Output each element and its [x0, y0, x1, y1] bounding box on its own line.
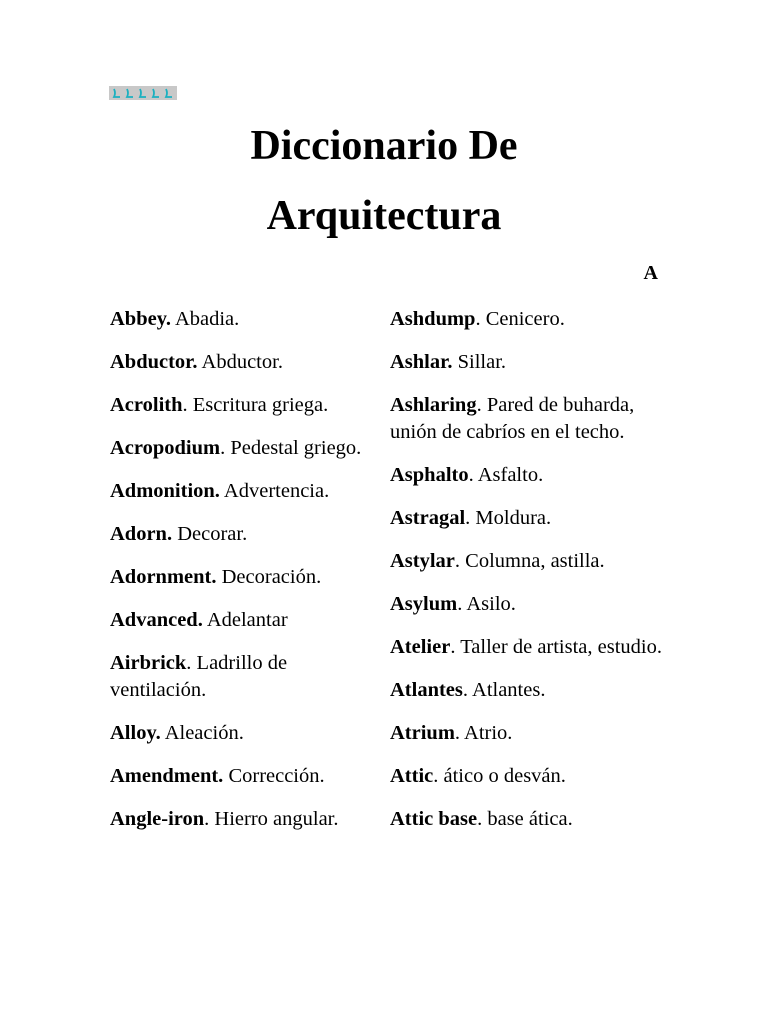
dictionary-entry	[110, 806, 385, 833]
entry-definition: Corrección.	[223, 765, 325, 787]
dictionary-entry	[390, 806, 665, 833]
bullet-glyph-icon	[137, 87, 149, 99]
bullet-glyph-icon	[111, 87, 123, 99]
dictionary-entry	[390, 306, 665, 333]
section-letter: A	[643, 262, 658, 284]
entry-definition: . Atlantes.	[462, 679, 546, 701]
entry-definition: . Atrio.	[454, 722, 513, 744]
entry-definition: . Columna, astilla.	[454, 550, 605, 572]
entry-definition: Decoración.	[216, 566, 322, 588]
entry-term: Asylum	[390, 593, 458, 615]
dictionary-entry	[390, 720, 665, 747]
dictionary-entry	[390, 462, 665, 489]
entry-term: Adornment.	[110, 566, 217, 588]
entry-definition: . Pedestal griego.	[220, 437, 362, 459]
dictionary-entry	[110, 720, 385, 747]
entry-term: Astylar	[390, 550, 455, 572]
entry-term: Admonition.	[110, 480, 220, 502]
entry-definition: . Hierro angular.	[204, 808, 339, 830]
entry-definition: Sillar.	[452, 351, 507, 373]
dictionary-entry	[390, 763, 665, 790]
entry-definition: . Escritura griega.	[182, 394, 329, 416]
dictionary-entry	[110, 349, 385, 376]
entry-definition: . Asilo.	[457, 593, 516, 615]
entry-definition: Abadia.	[170, 308, 240, 330]
bullet-glyph-icon	[150, 87, 162, 99]
entry-definition: . Ladrillo de ventilación.	[110, 652, 288, 701]
entry-term: Acrolith	[110, 394, 183, 416]
entry-definition: . ático o desván.	[433, 765, 566, 787]
entry-term: Acropodium	[110, 437, 221, 459]
entry-definition: Adelantar	[202, 609, 288, 631]
entry-definition: . Cenicero.	[475, 308, 565, 330]
entry-term: Alloy.	[110, 722, 161, 744]
entry-term: Attic	[390, 765, 434, 787]
entry-definition: Decorar.	[172, 523, 248, 545]
entry-term: Airbrick	[110, 652, 187, 674]
dictionary-entry	[110, 435, 385, 462]
entry-definition: . base ática.	[477, 808, 573, 830]
entry-term: Abbey.	[110, 308, 171, 330]
entry-term: Amendment.	[110, 765, 224, 787]
dictionary-entry	[110, 564, 385, 591]
dictionary-entry	[110, 650, 385, 704]
entry-definition: . Taller de artista, estudio.	[450, 636, 662, 658]
entry-term: Ashlar.	[390, 351, 453, 373]
entry-definition: Aleación.	[160, 722, 244, 744]
entry-term: Atelier	[390, 636, 451, 658]
entry-definition: Abductor.	[197, 351, 283, 373]
dictionary-entry	[110, 478, 385, 505]
entry-definition: . Asfalto.	[468, 464, 544, 486]
entry-definition: . Moldura.	[465, 507, 552, 529]
dictionary-entry	[390, 548, 665, 575]
entry-term: Advanced.	[110, 609, 203, 631]
entry-term: Attic base	[390, 808, 478, 830]
dictionary-entry	[110, 392, 385, 419]
entry-term: Angle-iron	[110, 808, 205, 830]
dictionary-entry	[390, 591, 665, 618]
dictionary-entry	[390, 634, 665, 661]
entry-term: Adorn.	[110, 523, 173, 545]
dictionary-entry	[110, 607, 385, 634]
dictionary-entry	[390, 505, 665, 532]
bullet-glyph-icon	[163, 87, 175, 99]
entry-definition: . Pared de buharda, unión de cabríos en el techo.	[390, 394, 635, 443]
dictionary-entry	[390, 349, 665, 376]
entry-term: Astragal	[390, 507, 466, 529]
entry-term: Asphalto	[390, 464, 469, 486]
entry-definition: Advertencia.	[219, 480, 330, 502]
dictionary-entry	[390, 677, 665, 704]
entry-term: Ashdump	[390, 308, 476, 330]
left-column	[110, 306, 385, 849]
bullet-glyph-icon	[124, 87, 136, 99]
entry-term: Atlantes	[390, 679, 463, 701]
right-column	[390, 306, 665, 849]
document-title-line-1: Diccionario De	[250, 123, 518, 169]
dictionary-entry	[110, 763, 385, 790]
document-title-line-2: Arquitectura	[266, 193, 502, 239]
dictionary-entry	[390, 392, 665, 446]
decorative-ornament-icon	[109, 86, 177, 100]
entry-term: Atrium	[390, 722, 455, 744]
entry-term: Ashlaring	[390, 394, 477, 416]
entry-term: Abductor.	[110, 351, 198, 373]
dictionary-entry	[110, 521, 385, 548]
dictionary-entry	[110, 306, 385, 333]
